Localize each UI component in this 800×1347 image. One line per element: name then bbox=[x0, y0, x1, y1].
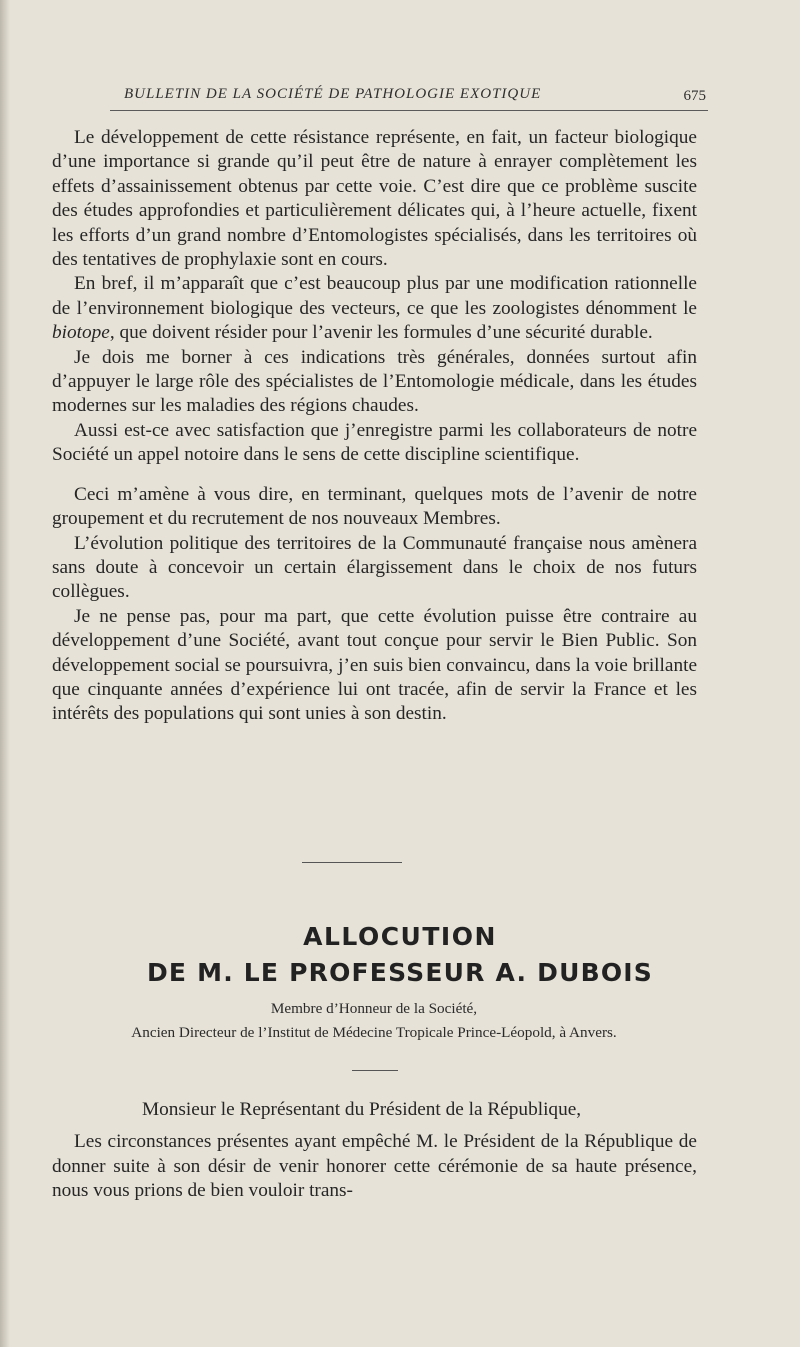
running-title: BULLETIN DE LA SOCIÉTÉ DE PATHOLOGIE EXOTIQUE bbox=[124, 86, 542, 102]
allocution-speaker: DE M. LE PROFESSEUR A. DUBOIS bbox=[146, 958, 653, 987]
paragraph-public-good: Je ne pense pas, pour ma part, que cette évolution puisse être contraire au développement d’une Société, avant tout conçue pour servir le Bien Public. Son développement social se poursuivra, j’en suis bien convaincu, dans la voie brillante que cinquante années d’expérience lui ont tracée, afin de servir la France et les intérêts des populations qui sont unies à son destin. bbox=[52, 605, 697, 725]
paragraph-biotope-start: En bref, il m’apparaît que c’est beaucoup plus par une modification rationnelle de l’environnement biologique des vecteurs, ce que les zoologistes dénomment le bbox=[52, 273, 697, 319]
section-separator bbox=[302, 862, 402, 863]
article-body bbox=[52, 126, 697, 727]
page-edge-shadow bbox=[0, 0, 10, 1347]
paragraph-resistance: Le développement de cette résistance représente, en fait, un facteur biologique d’une importance si grande qu’il peut être de nature à enrayer complètement les effets d’assainissement obtenus par cette voie. C’est dire que ce problème suscite des études approfondies et particulièrement délicates qui, à l’heure actuelle, fixent les efforts d’un grand nombre d’Entomologistes spécialisés, dans les territoires où des tentatives de prophylaxie sont en cours. bbox=[52, 127, 697, 271]
speech-body bbox=[52, 1098, 697, 1204]
paragraph-future: Ceci m’amène à vous dire, en terminant, quelques mots de l’avenir de notre groupement et du recrutement de nos nouveaux Membres. bbox=[52, 483, 697, 530]
paragraph-biotope bbox=[52, 272, 697, 345]
page-header bbox=[110, 86, 710, 110]
title-separator bbox=[352, 1070, 398, 1071]
allocution-title: ALLOCUTION bbox=[303, 922, 497, 951]
paragraph-collaborators: Aussi est-ce avec satisfaction que j’enregistre parmi les collaborateurs de notre Société un appel notoire dans le sens de cette discipline scientifique. bbox=[52, 419, 697, 466]
speech-paragraph: Les circonstances présentes ayant empêché M. le Président de la République de donner suite à son désir de venir honorer cette cérémonie de sa haute présence, nous vous prions de bien vouloir trans- bbox=[52, 1131, 697, 1202]
page-number: 675 bbox=[683, 88, 706, 104]
header-rule bbox=[110, 110, 708, 111]
speaker-role: Membre d’Honneur de la Société, bbox=[270, 1000, 478, 1017]
biotope-term: biotope bbox=[52, 322, 110, 344]
paragraph-evolution: L’évolution politique des territoires de la Communauté française nous amènera sans doute à concevoir un certain élargissement dans le choix de nos futurs collègues. bbox=[52, 532, 697, 603]
paragraph-biotope-end: , que doivent résider pour l’avenir les formules d’une sécurité durable. bbox=[109, 322, 653, 344]
speech-salutation: Monsieur le Représentant du Président de la République, bbox=[142, 1099, 582, 1120]
paragraph-entomology: Je dois me borner à ces indications très générales, données surtout afin d’appuyer le large rôle des spécialistes de l’Entomologie médicale, dans les études modernes sur les maladies des régions chaudes. bbox=[52, 346, 697, 417]
speaker-former-position: Ancien Directeur de l’Institut de Médecine Tropicale Prince-Léopold, à Anvers. bbox=[131, 1024, 617, 1041]
